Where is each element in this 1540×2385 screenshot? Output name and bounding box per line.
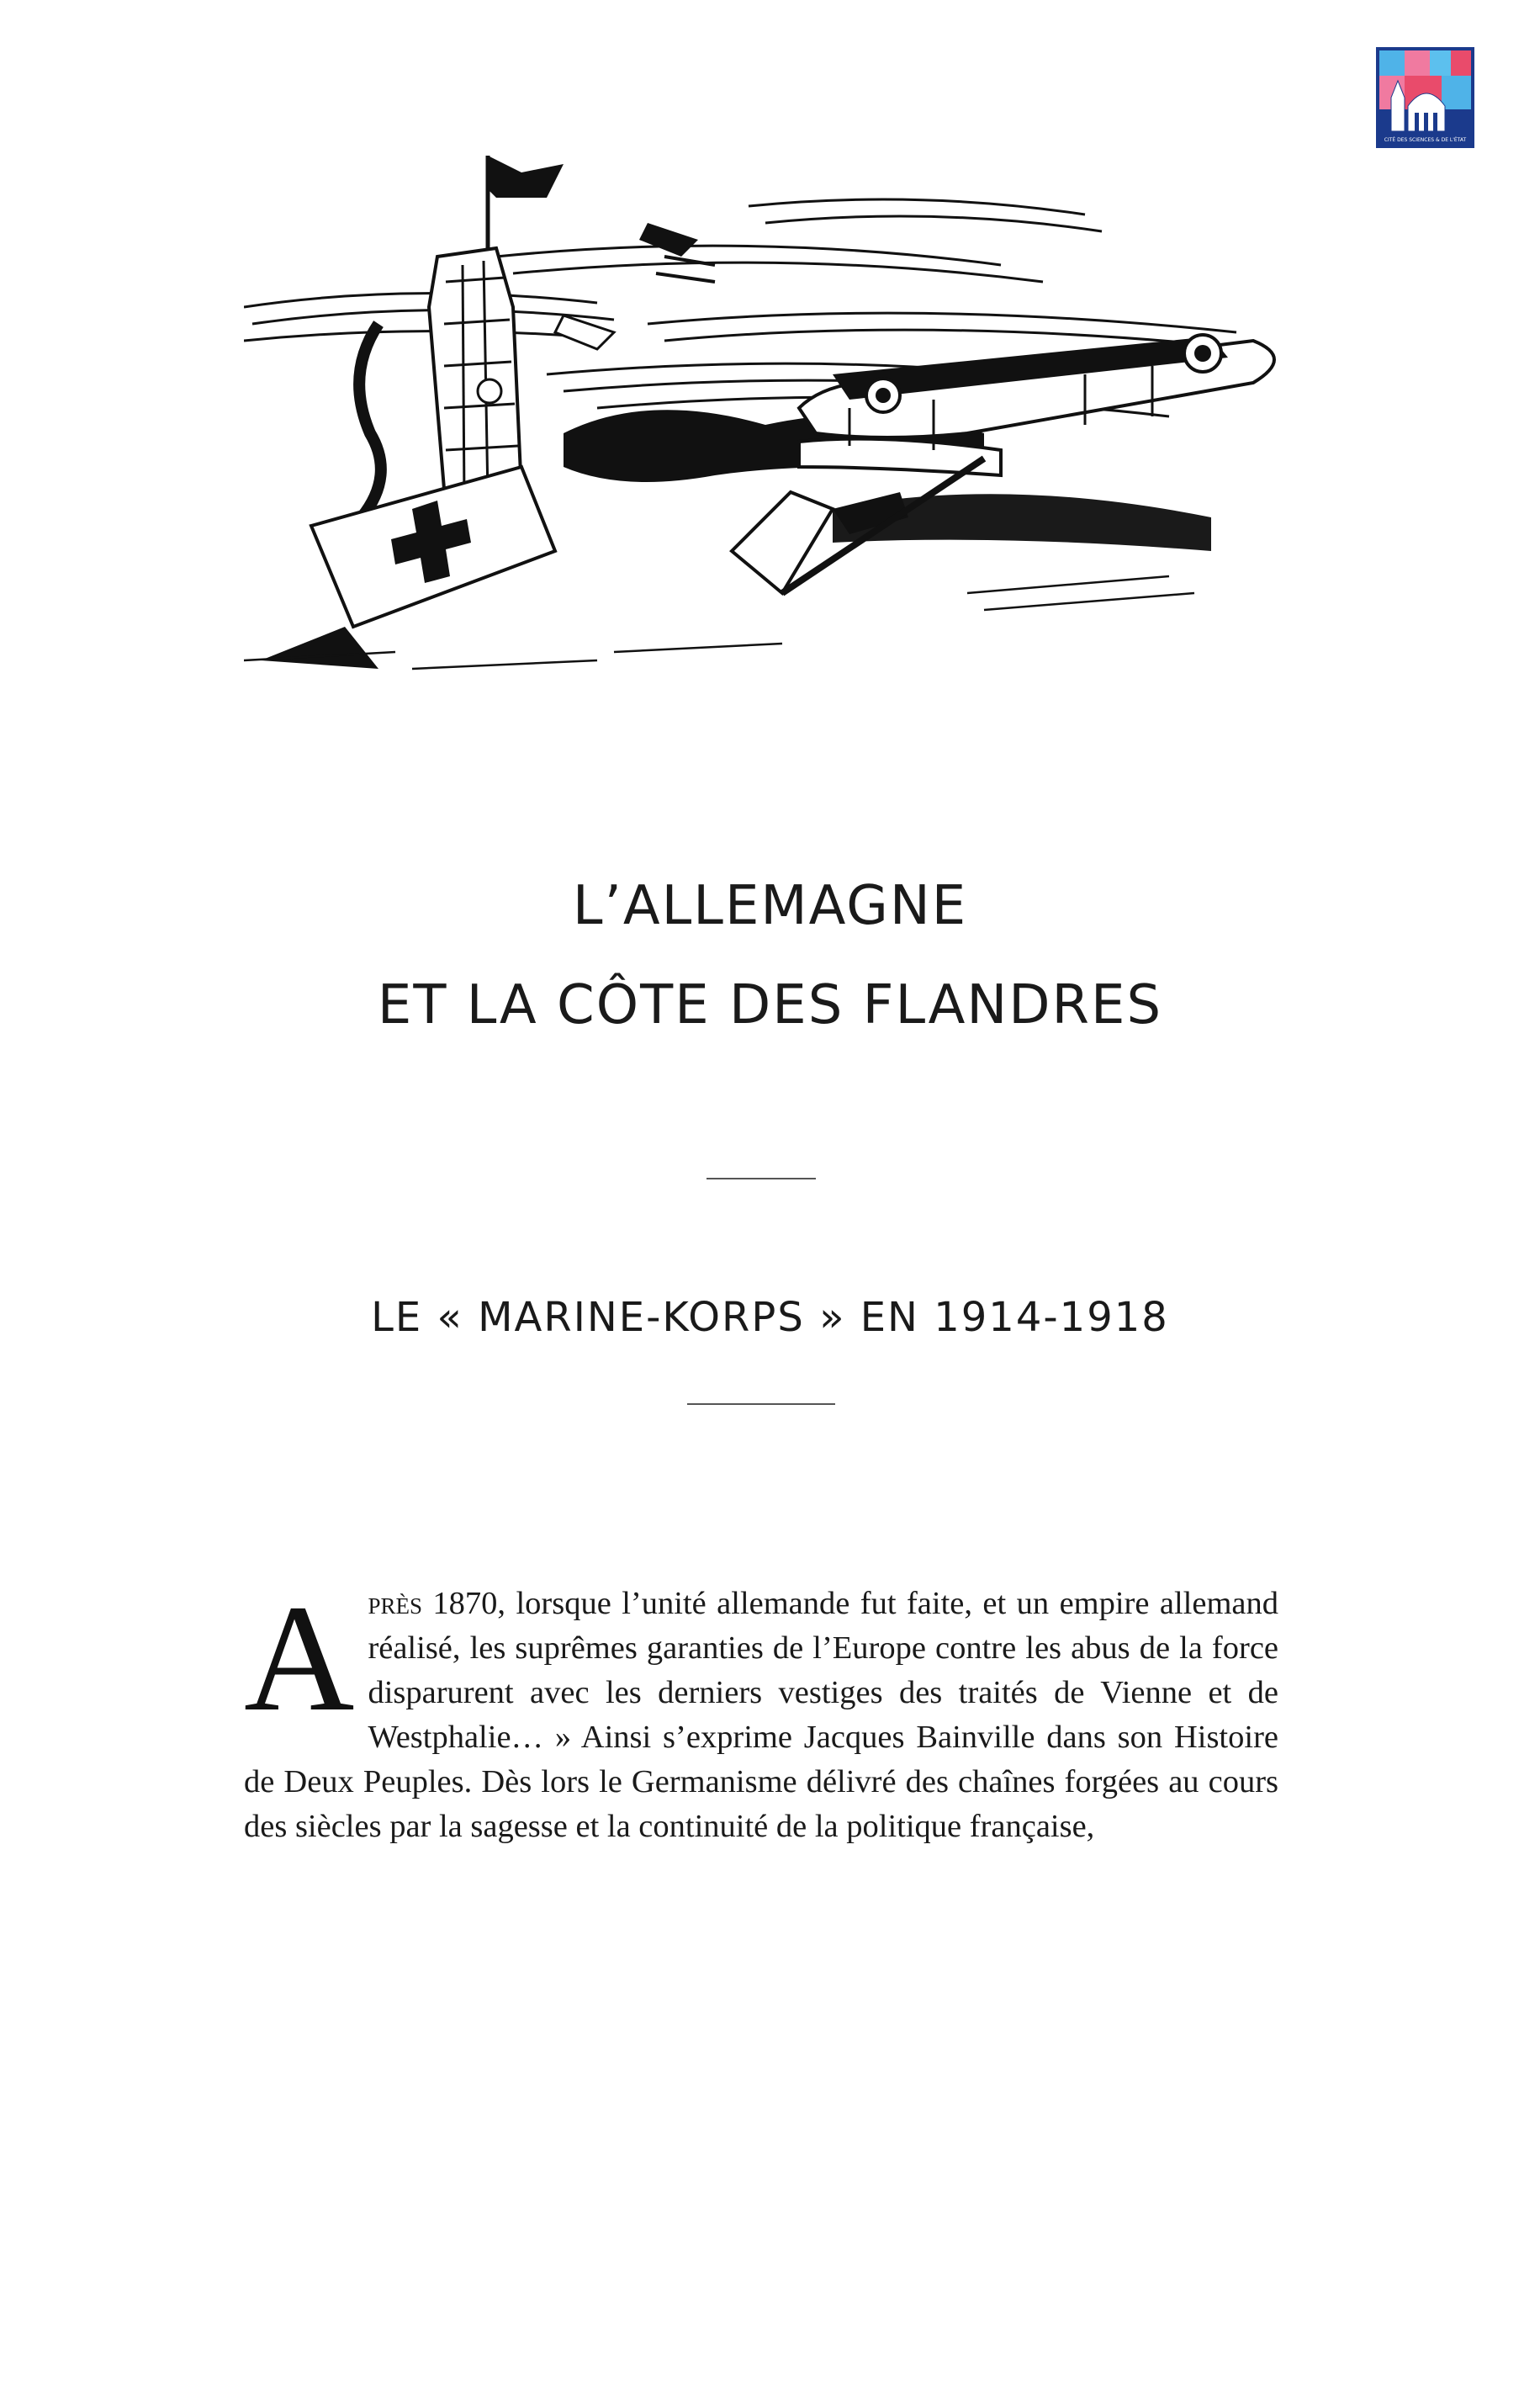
body-text: 1870, lorsque l’unité allemande fut faite, et un empire allemand réalisé, les suprêmes garanties de l’Europe contre les abus de la force disparurent avec les derniers vestiges des traités de Vienne et de Westphalie… » Ainsi s’exprime Jacques Bainville dans son Histoire de Deux Peuples. Dès lors le Germanisme délivré des chaînes forgées au cours des siècles par la sagesse et la continuité de la politique française,	[244, 1586, 1278, 1844]
divider-top	[706, 1178, 816, 1179]
chapter-title-line-1: L’ALLEMAGNE	[572, 875, 968, 937]
drop-cap: A	[244, 1574, 355, 1743]
first-word-smallcaps: près	[368, 1586, 422, 1621]
ww1-aerial-combat-engraving-icon	[244, 156, 1278, 681]
chapter-title-line-2: ET LA CÔTE DES FLANDRES	[377, 974, 1163, 1036]
body-paragraph	[244, 1574, 1278, 1849]
chapter-subtitle: LE « MARINE-KORPS » EN 1914-1918	[371, 1294, 1169, 1341]
divider-bottom	[687, 1403, 835, 1405]
publisher-logo	[1376, 47, 1474, 148]
logo-caption: CITÉ DES SCIENCES & DE L'ÉTAT	[1384, 137, 1467, 143]
